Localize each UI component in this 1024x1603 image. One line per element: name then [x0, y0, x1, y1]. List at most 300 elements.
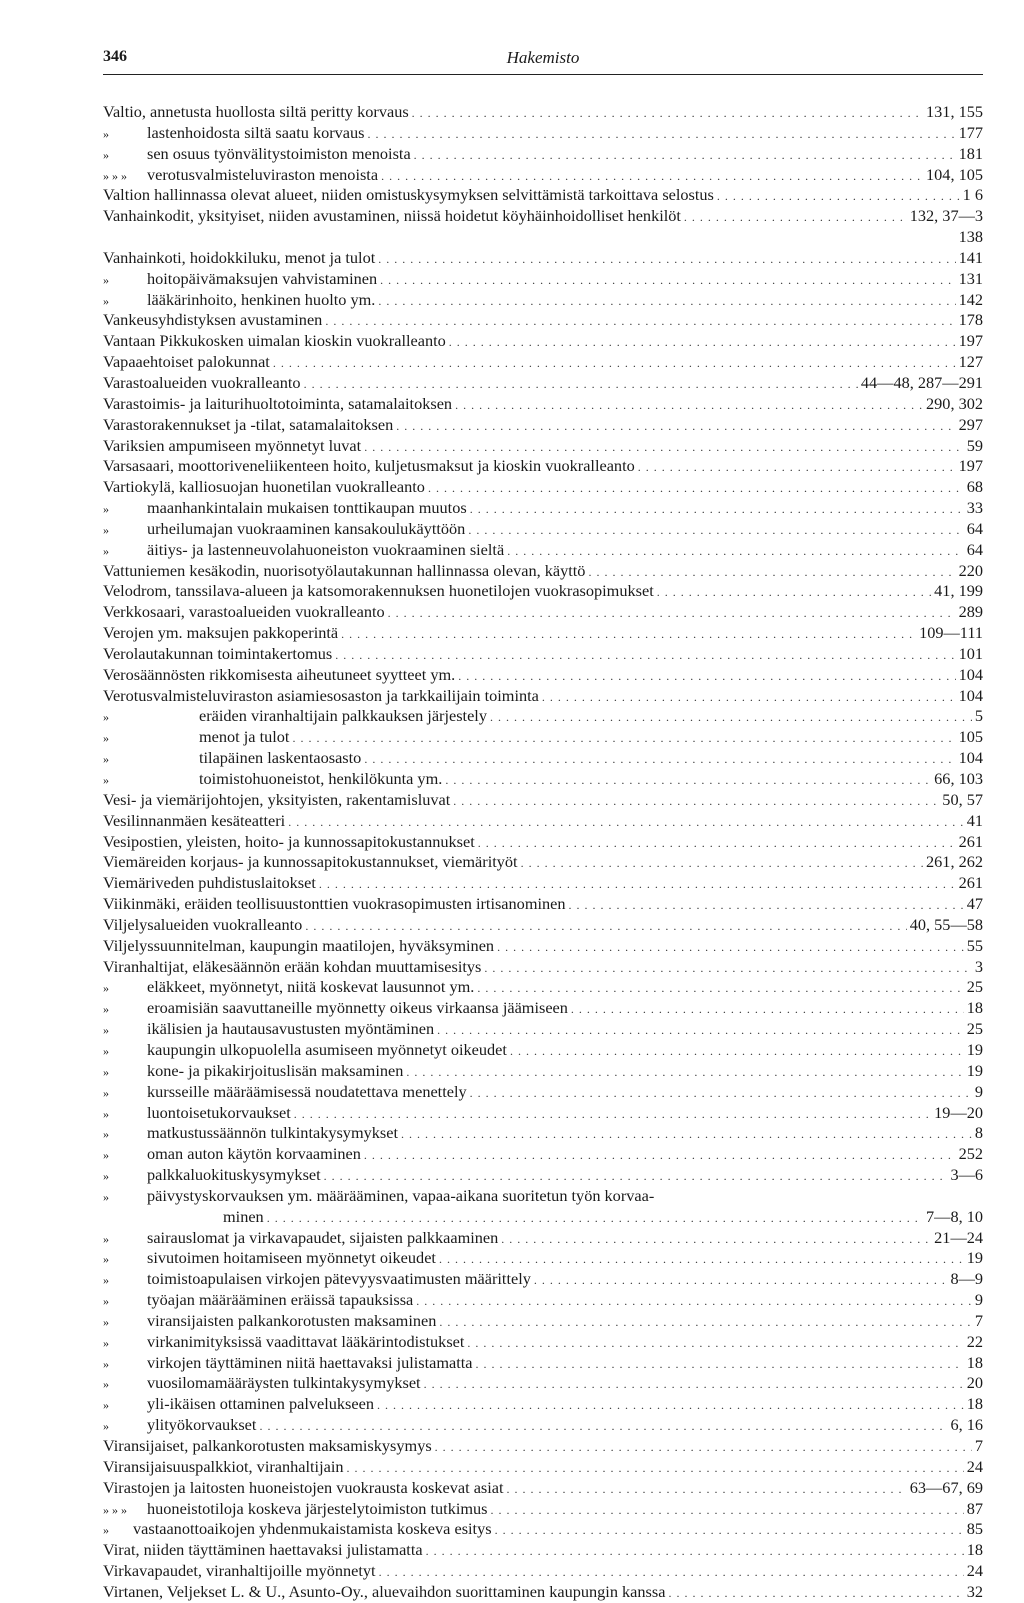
index-entry: [103, 1165, 983, 1186]
index-entry: [103, 915, 983, 936]
leader-dots: [507, 1479, 907, 1499]
leader-dots: [684, 207, 907, 227]
index-entry: [103, 1123, 983, 1144]
index-entry: [103, 727, 983, 748]
index-entry: [103, 1499, 983, 1520]
leader-dots: [414, 145, 956, 165]
entry-pages: 41: [966, 810, 983, 830]
entry-pages: 109—111: [919, 623, 983, 643]
leader-dots: [476, 1354, 964, 1374]
entry-pages: 220: [958, 560, 983, 580]
entry-text: toimistoapulaisen virkojen pätevyysvaatimusten määrittely: [147, 1269, 531, 1289]
entry-pages: 85: [966, 1519, 983, 1539]
leader-dots: [455, 395, 923, 415]
entry-text: Vesipostien, yleisten, hoito- ja kunnossapitokustannukset: [103, 831, 475, 851]
entry-text: kone- ja pikakirjoituslisän maksaminen: [147, 1060, 404, 1080]
entry-text: Virkavapaudet, viranhaltijoille myönnetyt: [103, 1561, 376, 1581]
ditto-mark: »: [103, 1148, 109, 1163]
entry-pages: 19: [966, 1248, 983, 1268]
entry-pages: 8: [974, 1123, 983, 1143]
entry-pages: 105: [958, 727, 983, 747]
leader-dots: [380, 270, 955, 290]
entry-text: Verojen ym. maksujen pakkoperintä: [103, 623, 339, 643]
entry-text: Vantaan Pikkukosken uimalan kioskin vuokralleanto: [103, 331, 446, 351]
entry-pages: 24: [966, 1456, 983, 1476]
index-entry: [103, 665, 983, 686]
index-entry: [103, 1478, 983, 1499]
entry-text: Viransijaisuuspalkkiot, viranhaltijain: [103, 1456, 344, 1476]
index-entry: [103, 290, 983, 311]
index-entry: [103, 581, 983, 602]
entry-text: sairauslomat ja virkavapaudet, sijaisten palkkaaminen: [147, 1227, 499, 1247]
entry-text: oman auton käytön korvaaminen: [147, 1144, 361, 1164]
entry-pages: 18: [966, 1540, 983, 1560]
index-entry: [103, 1394, 983, 1415]
entry-text: Virastojen ja laitosten huoneistojen vuokrausta koskevat asiat: [103, 1477, 504, 1497]
entry-pages: 178: [958, 310, 983, 330]
entry-text: minen: [223, 1206, 264, 1226]
ditto-mark: »: [103, 1398, 109, 1413]
leader-dots: [428, 478, 964, 498]
index-entry: [103, 540, 983, 561]
leader-dots: [324, 1166, 948, 1186]
entry-text: yli-ikäisen ottaminen palvelukseen: [147, 1394, 374, 1414]
leader-dots: [458, 666, 955, 686]
entry-pages: 64: [966, 518, 983, 538]
index-entry: [103, 686, 983, 707]
entry-text: Virtanen, Veljekset L. & U., Asunto-Oy., aluevaihdon suorittaminen kaupungin kanssa: [103, 1581, 666, 1601]
entry-text: Vesi- ja viemärijohtojen, yksityisten, rakentamisluvat: [103, 789, 451, 809]
ditto-mark: »: [103, 1002, 109, 1017]
index-entry: [103, 873, 983, 894]
entry-pages: 131, 155: [926, 102, 983, 121]
ditto-mark: »: [103, 543, 109, 558]
entry-pages: 104: [958, 748, 983, 768]
entry-text: Valtion hallinnassa olevat alueet, niiden omistuskysymyksen selvittämistä tarkoittava selostus: [103, 185, 714, 205]
leader-dots: [426, 1541, 964, 1561]
leader-dots: [437, 1020, 964, 1040]
entry-pages: 177: [958, 122, 983, 142]
entry-text: Viljelyssuunnitelman, kaupungin maatilojen, hyväksyminen: [103, 935, 495, 955]
leader-dots: [445, 770, 931, 790]
index-entry: [103, 456, 983, 477]
entry-pages: 290, 302: [926, 393, 983, 413]
index-entry: [103, 832, 983, 853]
entry-pages: 33: [966, 498, 983, 518]
entry-pages: 24: [966, 1561, 983, 1581]
ditto-mark: »: [103, 126, 109, 141]
entry-text: luontoisetukorvaukset: [147, 1102, 291, 1122]
entry-pages: 101: [958, 643, 983, 663]
index-entries: [103, 102, 983, 1603]
entry-text: Vanhainkoti, hoidokkiluku, menot ja tulot: [103, 247, 376, 267]
entry-text: palkkaluokituskysymykset: [147, 1165, 321, 1185]
index-entry: [103, 1103, 983, 1124]
leader-dots: [304, 374, 858, 394]
leader-dots: [401, 1124, 972, 1144]
index-entry: [103, 894, 983, 915]
entry-pages: 7—8, 10: [926, 1206, 983, 1226]
index-entry: [103, 1332, 983, 1353]
leader-dots: [364, 437, 964, 457]
index-entry: [103, 248, 983, 269]
ditto-mark: »: [103, 272, 109, 287]
entry-text: lastenhoidosta siltä saatu korvaus: [147, 122, 365, 142]
index-entry: [103, 936, 983, 957]
index-entry: [103, 977, 983, 998]
entry-text: viransijaisten palkankorotusten maksaminen: [147, 1310, 437, 1330]
entry-text: toimistohuoneistot, henkilökunta ym.: [199, 769, 443, 788]
ditto-mark: »: [103, 981, 109, 996]
ditto-mark: »: [103, 1106, 109, 1121]
index-entry: [103, 748, 983, 769]
index-entry: [103, 1582, 983, 1603]
entry-text: virkojen täyttäminen niitä haettavaksi julistamatta: [147, 1352, 473, 1372]
entry-text: Vesilinnanmäen kesäteatteri: [103, 810, 286, 830]
entry-pages: 18: [966, 1352, 983, 1372]
entry-text: Varastoalueiden vuokralleanto: [103, 372, 301, 392]
entry-pages: 21—24: [934, 1227, 983, 1247]
ditto-mark: »: [103, 1419, 109, 1434]
entry-text: kursseille määräämisessä noudatettava menettely: [147, 1081, 467, 1101]
entry-pages: 40, 55—58: [909, 914, 983, 934]
index-entry: [103, 644, 983, 665]
entry-pages: 104: [958, 664, 983, 684]
entry-text: Valtio, annetusta huollosta siltä peritty korvaus: [103, 102, 409, 121]
ditto-mark: »: [103, 502, 109, 517]
ditto-mark: » » »: [103, 168, 127, 183]
ditto-mark: »: [103, 1377, 109, 1392]
index-entry: [103, 1457, 983, 1478]
entry-text: huoneistotiloja koskeva järjestelytoimiston tutkimus: [147, 1498, 488, 1518]
leader-dots: [364, 749, 955, 769]
entry-text: Varastorakennukset ja -tilat, satamalaitoksen: [103, 414, 394, 434]
index-entry: [103, 206, 983, 227]
leader-dots: [294, 1104, 931, 1124]
entry-text: Verotusvalmisteluviraston asiamiesosaston ja tarkkailijain toiminta: [103, 685, 539, 705]
leader-dots: [416, 1291, 972, 1311]
ditto-mark: »: [103, 147, 109, 162]
index-entry: [103, 519, 983, 540]
ditto-mark: »: [103, 773, 109, 787]
entry-pages: 9: [974, 1290, 983, 1310]
entry-pages: 3—6: [950, 1165, 983, 1185]
entry-text: Varsasaari, moottoriveneliikenteen hoito, kuljetusmaksut ja kioskin vuokralleanto: [103, 456, 635, 476]
index-entry: [103, 331, 983, 352]
index-entry: [103, 1207, 983, 1228]
index-entry: [103, 1373, 983, 1394]
entry-text: kaupungin ulkopuolella asumiseen myönnetyt oikeudet: [147, 1039, 507, 1059]
entry-pages: 141: [958, 247, 983, 267]
index-entry: [103, 1290, 983, 1311]
ditto-mark: »: [103, 1023, 109, 1038]
index-entry: [103, 623, 983, 644]
entry-pages: 297: [958, 414, 983, 434]
entry-pages: 22: [966, 1331, 983, 1351]
entry-pages: 63—67, 69: [909, 1477, 983, 1497]
leader-dots: [491, 1500, 964, 1520]
index-entry: [103, 1248, 983, 1269]
leader-dots: [396, 416, 955, 436]
entry-pages: 138: [958, 227, 983, 247]
ditto-mark: »: [103, 752, 109, 767]
index-entry: [103, 1519, 983, 1540]
ditto-mark: »: [103, 1273, 109, 1288]
entry-pages: 25: [966, 977, 983, 997]
index-entry: [103, 1040, 983, 1061]
index-entry: [103, 1228, 983, 1249]
entry-text: Vattuniemen kesäkodin, nuorisotyölautakunnan hallinnassa olevan, käyttö: [103, 560, 586, 580]
leader-dots: [377, 1395, 964, 1415]
entry-pages: 197: [958, 331, 983, 351]
leader-dots: [510, 1041, 964, 1061]
leader-dots: [571, 999, 964, 1019]
entry-pages: 32: [966, 1581, 983, 1601]
entry-text: eläkkeet, myönnetyt, niitä koskevat lausunnot ym.: [147, 977, 475, 997]
entry-text: eroamisiän saavuttaneille myönnetty oikeus virkaansa jäämiseen: [147, 998, 568, 1018]
leader-dots: [497, 937, 964, 957]
entry-text: Variksien ampumiseen myönnetyt luvat: [103, 435, 362, 455]
ditto-mark: »: [103, 1335, 109, 1350]
leader-dots: [292, 728, 955, 748]
leader-dots: [439, 1249, 964, 1269]
index-entry: [103, 1061, 983, 1082]
entry-text: menot ja tulot: [199, 727, 290, 747]
index-entry: [103, 498, 983, 519]
entry-pages: 131: [958, 268, 983, 288]
leader-dots: [717, 186, 960, 206]
entry-text: virkanimityksissä vaadittavat lääkärintodistukset: [147, 1331, 465, 1351]
leader-dots: [368, 124, 956, 144]
entry-pages: 7: [974, 1436, 983, 1455]
leader-dots: [388, 603, 956, 623]
entry-pages: 104: [958, 685, 983, 705]
leader-dots: [424, 1374, 964, 1394]
leader-dots: [542, 687, 956, 707]
leader-dots: [657, 582, 931, 602]
entry-pages: 252: [958, 1144, 983, 1164]
entry-pages: 261: [958, 831, 983, 851]
entry-pages: 289: [958, 602, 983, 622]
leader-dots: [406, 1062, 963, 1082]
leader-dots: [319, 874, 956, 894]
ditto-mark: »: [103, 710, 109, 725]
leader-dots: [267, 1208, 923, 1228]
entry-text: päivystyskorvauksen ym. määrääminen, vapaa-aikana suoritetun työn korvaa-: [147, 1185, 655, 1205]
entry-pages: 59: [966, 435, 983, 455]
ditto-mark: »: [103, 1043, 109, 1058]
leader-dots: [412, 103, 923, 123]
index-entry: [103, 811, 983, 832]
entry-text: sen osuus työnvälitystoimiston menoista: [147, 143, 411, 163]
entry-pages: 197: [958, 456, 983, 476]
leader-dots: [468, 520, 963, 540]
leader-dots: [378, 291, 955, 311]
index-entry: [103, 102, 983, 123]
entry-pages: 68: [966, 477, 983, 497]
entry-pages: 18: [966, 998, 983, 1018]
ditto-mark: »: [103, 1252, 109, 1267]
entry-pages: 19: [966, 1060, 983, 1080]
index-entry: [103, 1269, 983, 1290]
entry-text: Verolautakunnan toimintakertomus: [103, 643, 333, 663]
entry-text: vuosilomamääräysten tulkintakysymykset: [147, 1373, 421, 1393]
ditto-mark: »: [103, 1523, 109, 1538]
running-head: Hakemisto: [506, 48, 580, 67]
ditto-mark: »: [103, 1169, 109, 1184]
leader-dots: [364, 1145, 956, 1165]
leader-dots: [273, 353, 956, 373]
entry-text: Vartiokylä, kalliosuojan huonetilan vuokralleanto: [103, 477, 425, 497]
leader-dots: [378, 249, 955, 269]
index-entry: [103, 1186, 983, 1207]
entry-text: sivutoimen hoitamiseen myönnetyt oikeudet: [147, 1248, 436, 1268]
leader-dots: [335, 645, 955, 665]
entry-text: Viljelysalueiden vuokralleanto: [103, 914, 303, 934]
index-entry: [103, 185, 983, 206]
index-entry: [103, 1436, 983, 1457]
index-entry: [103, 706, 983, 727]
entry-text: Viikinmäki, eräiden teollisuustonttien vuokrasopimusten irtisanominen: [103, 894, 566, 914]
leader-dots: [435, 1437, 972, 1457]
index-entry: [103, 1353, 983, 1374]
entry-text: Virat, niiden täyttäminen haettavaksi julistamatta: [103, 1540, 423, 1560]
entry-pages: 9: [974, 1081, 983, 1101]
leader-dots: [467, 1333, 963, 1353]
entry-pages: 8—9: [950, 1269, 983, 1289]
entry-pages: 47: [966, 894, 983, 914]
index-entry: [103, 1144, 983, 1165]
index-entry: [103, 1082, 983, 1103]
ditto-mark: »: [103, 1127, 109, 1142]
index-entry: [103, 436, 983, 457]
entry-pages: 181: [958, 143, 983, 163]
leader-dots: [381, 166, 923, 186]
index-entry: [103, 165, 983, 186]
entry-text: Viransijaiset, palkankorotusten maksamiskysymys: [103, 1436, 432, 1455]
index-entry: [103, 769, 983, 790]
entry-pages: 3: [974, 956, 983, 976]
entry-pages: 41, 199: [934, 581, 983, 601]
entry-pages: 19—20: [934, 1102, 983, 1122]
leader-dots: [668, 1583, 963, 1603]
entry-text: äitiys- ja lastenneuvolahuoneiston vuokraaminen sieltä: [147, 539, 505, 559]
entry-text: Vanhainkodit, yksityiset, niiden avustaminen, niissä hoidetut köyhäinhoidolliset henkilöt: [103, 206, 681, 226]
index-entry: [103, 352, 983, 373]
leader-dots: [484, 958, 972, 978]
leader-dots: [453, 791, 939, 811]
ditto-mark: »: [103, 1064, 109, 1079]
entry-pages: 104, 105: [926, 164, 983, 184]
leader-dots: [478, 833, 956, 853]
ditto-mark: »: [103, 1314, 109, 1329]
entry-text: Viemäreiden korjaus- ja kunnossapitokustannukset, viemärityöt: [103, 852, 518, 872]
ditto-mark: »: [103, 522, 109, 537]
index-entry: [103, 1311, 983, 1332]
entry-pages: 18: [966, 1394, 983, 1414]
leader-dots: [495, 1520, 964, 1540]
entry-pages: 132, 37—3: [909, 206, 983, 226]
leader-dots: [477, 978, 963, 998]
index-entry: [103, 852, 983, 873]
page-header: [103, 44, 983, 75]
leader-dots: [379, 1562, 964, 1582]
leader-dots: [346, 1458, 963, 1478]
entry-text: eräiden viranhaltijain palkkauksen järjestely: [199, 706, 487, 726]
entry-text: ikälisien ja hautausavustusten myöntäminen: [147, 1019, 435, 1039]
entry-pages: 261, 262: [926, 852, 983, 872]
entry-pages: 127: [958, 352, 983, 372]
ditto-mark: »: [103, 1085, 109, 1100]
index-entry: [103, 415, 983, 436]
entry-pages: 87: [966, 1498, 983, 1518]
entry-text: Varastoimis- ja laiturihuoltotoiminta, satamalaitoksen: [103, 393, 453, 413]
index-entry: [103, 394, 983, 415]
entry-pages: 64: [966, 539, 983, 559]
entry-text: Verkkosaari, varastoalueiden vuokralleanto: [103, 602, 385, 622]
entry-text: hoitopäivämaksujen vahvistaminen: [147, 268, 378, 288]
leader-dots: [507, 541, 964, 561]
index-entry: [103, 998, 983, 1019]
entry-text: verotusvalmisteluviraston menoista: [147, 164, 379, 184]
index-entry: [103, 1415, 983, 1436]
entry-text: työajan määrääminen eräissä tapauksissa: [147, 1290, 414, 1310]
ditto-mark: »: [103, 1189, 109, 1204]
entry-text: maanhankintalain mukaisen tonttikaupan muutos: [147, 498, 467, 518]
entry-text: Viemäriveden puhdistuslaitokset: [103, 873, 316, 893]
leader-dots: [501, 1229, 931, 1249]
index-entry: [103, 1561, 983, 1582]
index-entry: [103, 310, 983, 331]
entry-pages: 6, 16: [950, 1415, 983, 1435]
leader-dots: [534, 1270, 948, 1290]
entry-pages: 142: [958, 289, 983, 309]
entry-pages: 66, 103: [934, 769, 983, 788]
page-number: 346: [103, 48, 127, 65]
leader-dots: [470, 499, 964, 519]
leader-dots: [305, 916, 906, 936]
ditto-mark: »: [103, 1356, 109, 1371]
entry-text: Viranhaltijat, eläkesäännön erään kohdan muuttamisesitys: [103, 956, 482, 976]
index-entry: [103, 269, 983, 290]
index-entry: [103, 1019, 983, 1040]
index-entry: [103, 123, 983, 144]
entry-pages: 25: [966, 1019, 983, 1039]
ditto-mark: »: [103, 1231, 109, 1246]
entry-text: Vapaaehtoiset palokunnat: [103, 352, 270, 372]
index-entry: [103, 144, 983, 165]
index-entry: [103, 561, 983, 582]
leader-dots: [470, 1083, 972, 1103]
entry-text: Vankeusyhdistyksen avustaminen: [103, 310, 323, 330]
entry-text: vastaanottoaikojen yhdenmukaistamista koskeva esitys: [133, 1519, 492, 1539]
entry-pages: 5: [974, 706, 983, 726]
entry-pages: 1 6: [962, 185, 983, 205]
index-entry: [103, 957, 983, 978]
entry-text: Velodrom, tanssilava-alueen ja katsomorakennuksen huonetilojen vuokrasopimukset: [103, 581, 654, 601]
leader-dots: [588, 562, 955, 582]
leader-dots: [569, 895, 964, 915]
entry-pages: 55: [966, 935, 983, 955]
leader-dots: [325, 311, 955, 331]
index-entry: [103, 477, 983, 498]
index-entry: [103, 227, 983, 248]
ditto-mark: » » »: [103, 1502, 127, 1517]
leader-dots: [449, 332, 956, 352]
ditto-mark: »: [103, 1294, 109, 1309]
entry-text: urheilumajan vuokraaminen kansakoulukäyttöön: [147, 518, 466, 538]
index-entry: [103, 790, 983, 811]
